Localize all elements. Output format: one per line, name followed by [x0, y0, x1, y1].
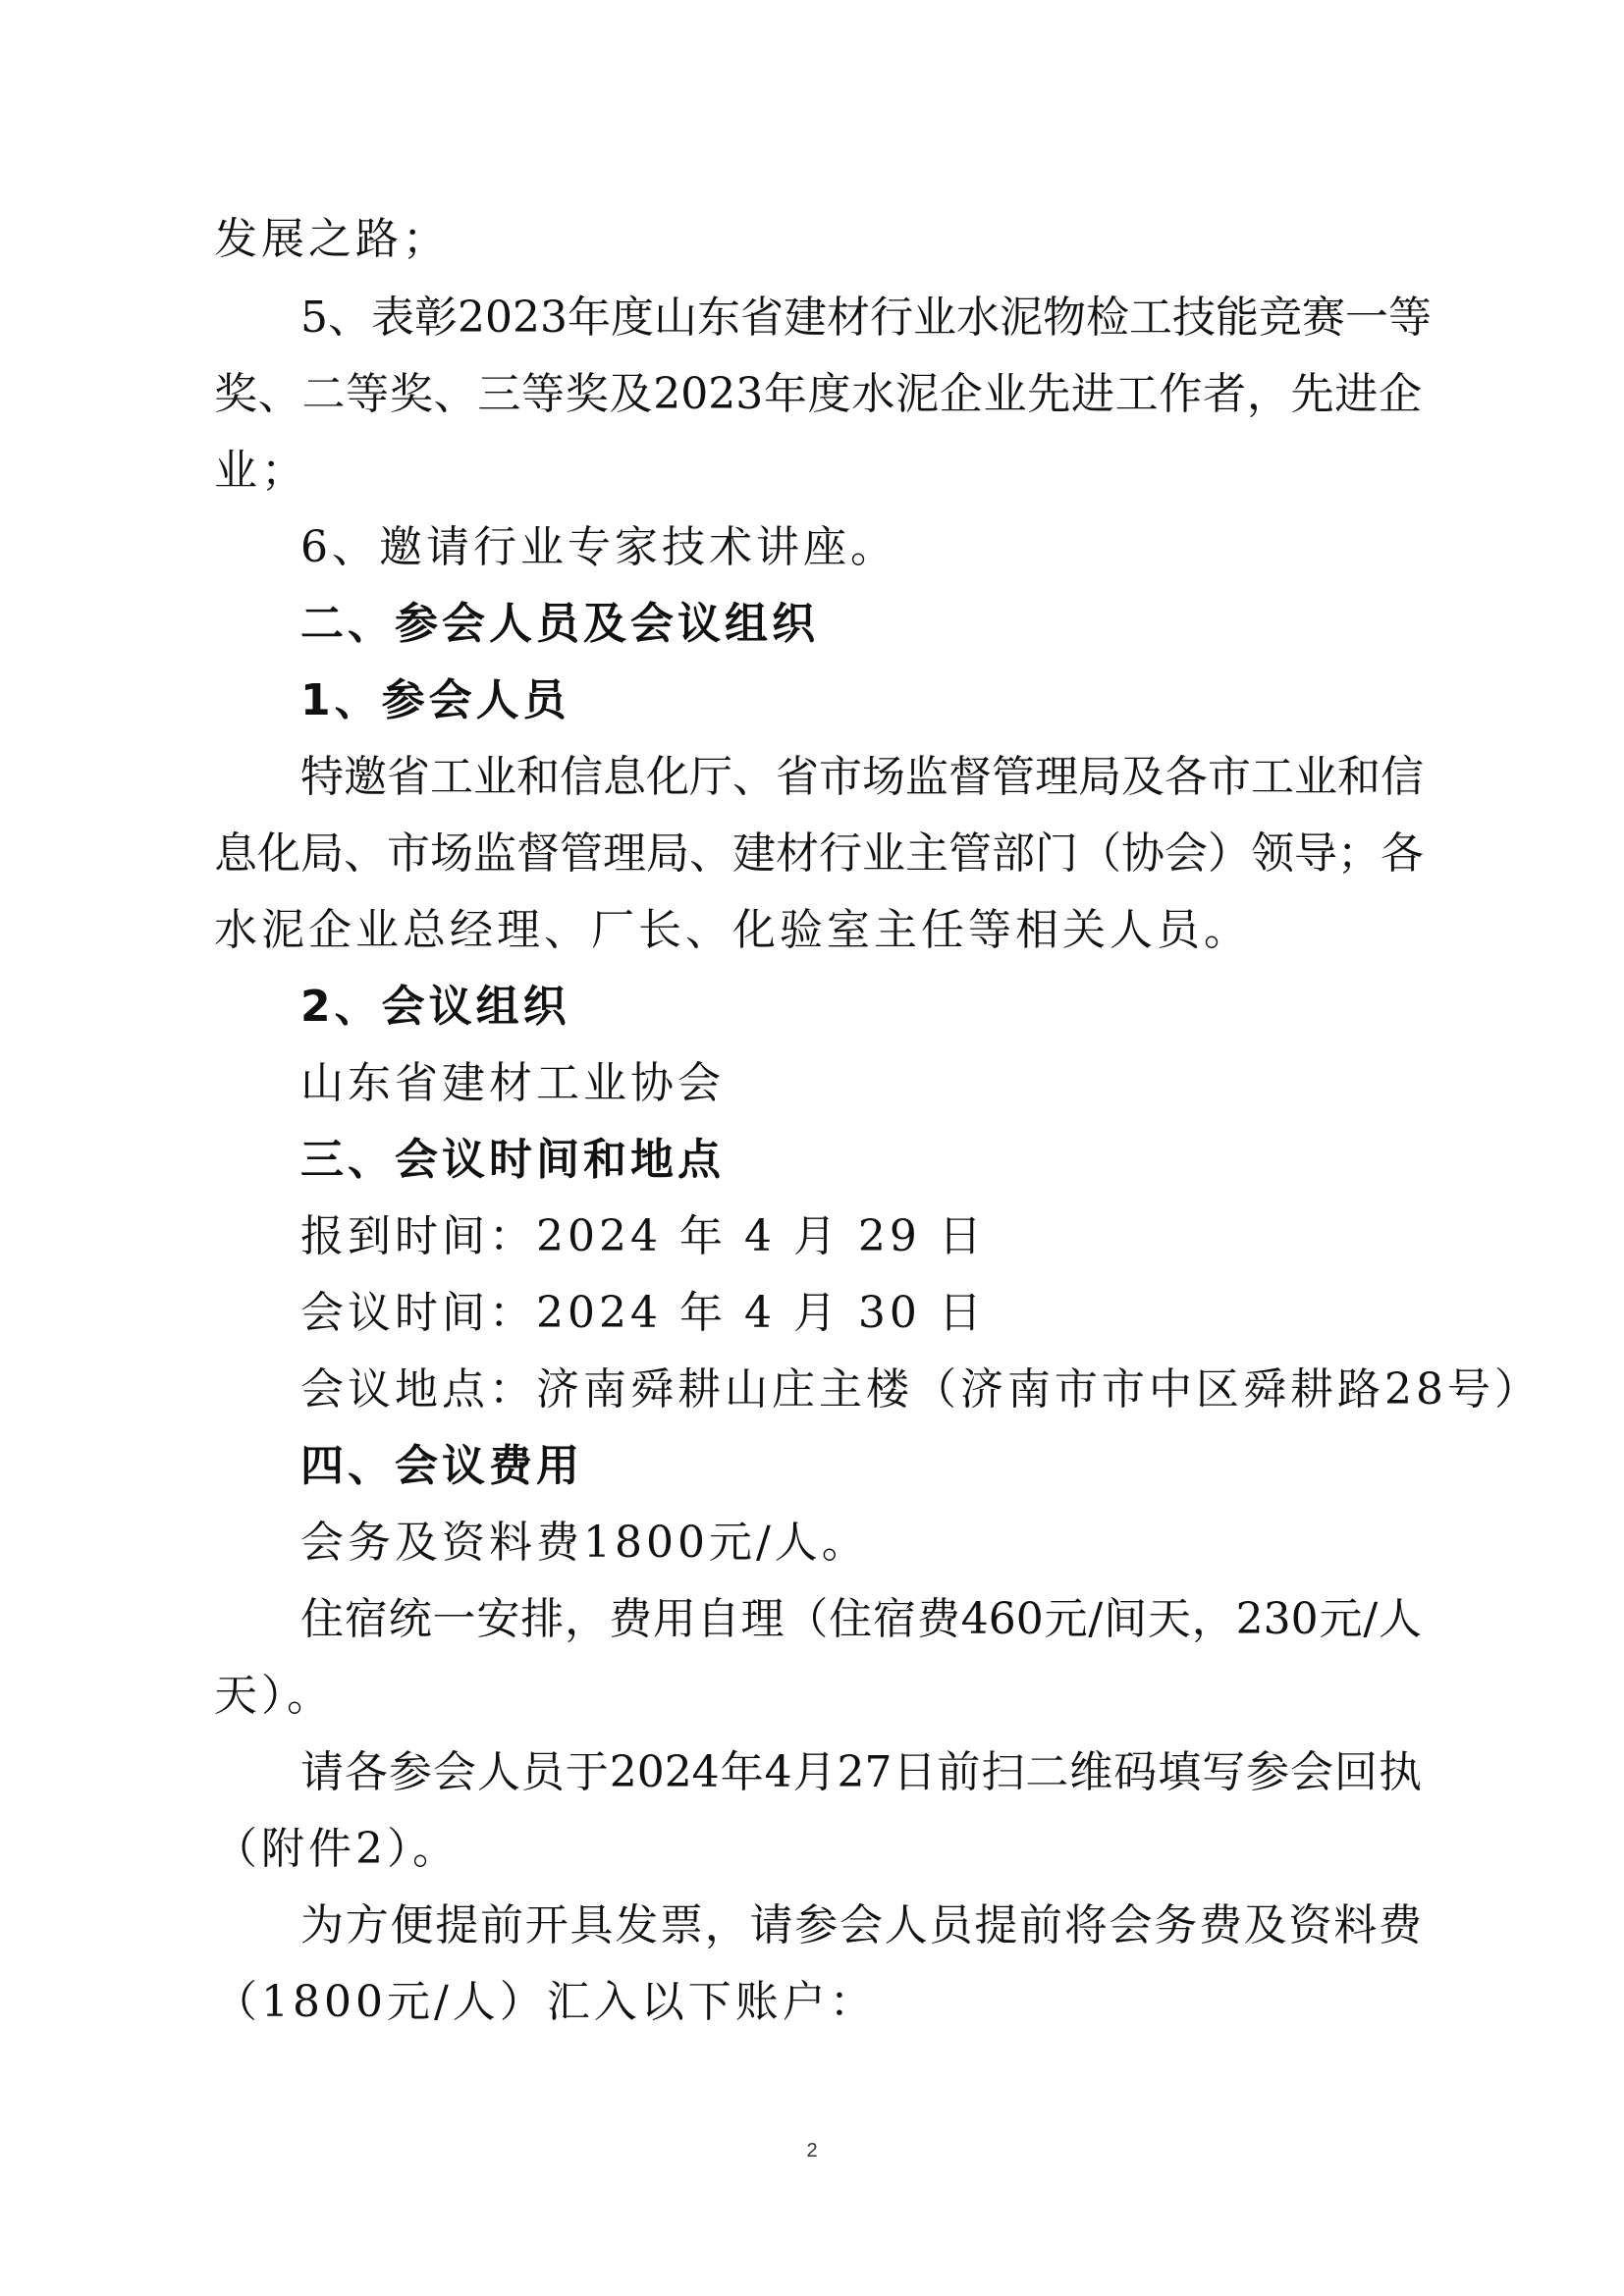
paragraph-line: 天）。: [214, 1671, 334, 1721]
paragraph-line: 报到时间：2024 年 4 月 29 日: [300, 1211, 986, 1261]
paragraph-line: 发展之路；: [214, 214, 450, 264]
paragraph-line: 会议地点：济南舜耕山庄主楼（济南市市中区舜耕路28号）: [300, 1364, 1542, 1415]
section-heading: 三、会议时间和地点: [300, 1135, 725, 1185]
paragraph-line: 息化局、市场监督管理局、建材行业主管部门（协会）领导；各: [214, 828, 1424, 879]
paragraph-line: 山东省建材工业协会: [300, 1058, 725, 1108]
paragraph-line: 5、表彰2023年度山东省建材行业水泥物检工技能竞赛一等: [300, 293, 1432, 343]
paragraph-line: 水泥企业总经理、厂长、化验室主任等相关人员。: [214, 905, 1251, 955]
paragraph-line: 会议时间：2024 年 4 月 30 日: [300, 1288, 986, 1338]
paragraph-line: 请各参会人员于2024年4月27日前扫二维码填写参会回执: [300, 1747, 1422, 1797]
page-number: 2: [806, 2140, 818, 2162]
paragraph-line: 业；: [214, 446, 308, 496]
section-heading: 四、会议费用: [300, 1441, 583, 1491]
section-heading: 二、参会人员及会议组织: [300, 599, 819, 649]
paragraph-line: 6、邀请行业专家技术讲座。: [300, 522, 897, 572]
paragraph-line: 住宿统一安排，费用自理（住宿费460元/间天，230元/人: [300, 1594, 1422, 1644]
paragraph-line: 为方便提前开具发票，请参会人员提前将会务费及资料费: [300, 1900, 1422, 1950]
paragraph-line: 会务及资料费1800元/人。: [300, 1518, 869, 1568]
subsection-heading: 1、参会人员: [300, 675, 570, 725]
paragraph-line: （附件2）。: [214, 1824, 460, 1874]
paragraph-line: （1800元/人）汇入以下账户：: [214, 1977, 877, 2027]
paragraph-line: 奖、二等奖、三等奖及2023年度水泥企业先进工作者，先进企: [214, 369, 1422, 419]
subsection-heading: 2、会议组织: [300, 982, 570, 1032]
paragraph-line: 特邀省工业和信息化厅、省市场监督管理局及各市工业和信: [300, 752, 1424, 802]
